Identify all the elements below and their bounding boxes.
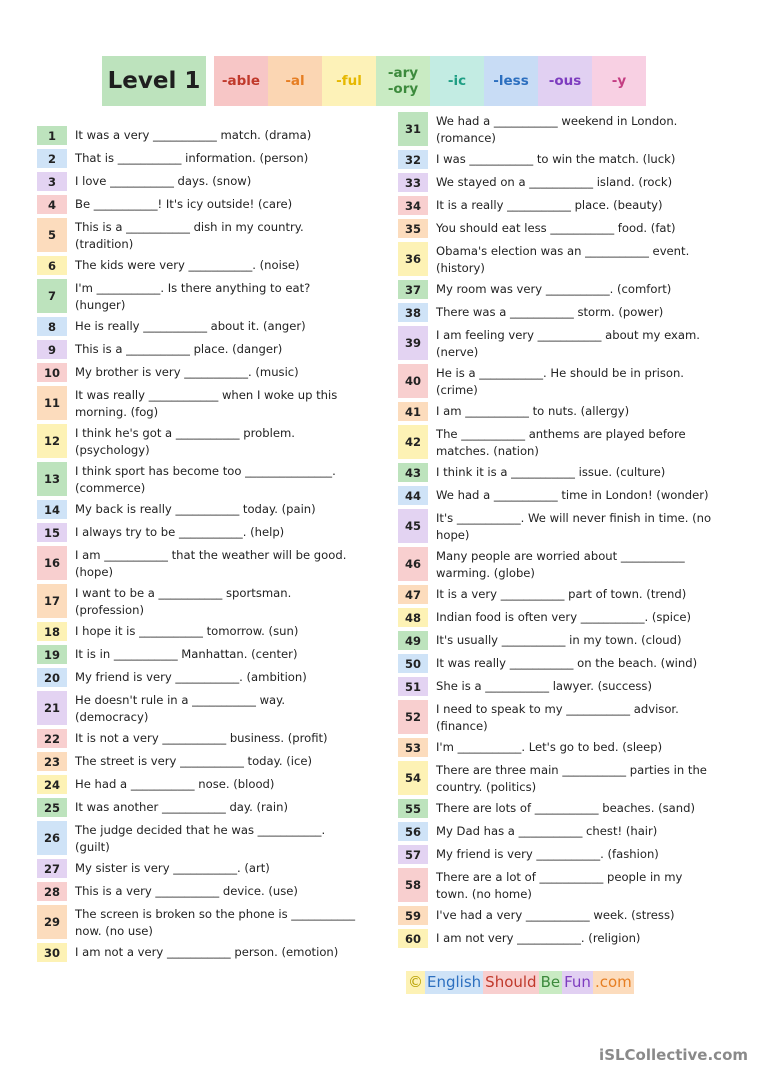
item-sentence: My room was very ___________. (comfort): [436, 282, 672, 296]
item-sentence: I always try to be ___________. (help): [75, 525, 285, 539]
item-sentence: I am feeling very ___________ about my exam. (nerve): [436, 328, 700, 359]
item-sentence: The street is very ___________ today. (ice): [75, 754, 313, 768]
exercise-item: [398, 845, 718, 864]
item-number: 51: [398, 677, 428, 696]
item-sentence: He is a ___________. He should be in prison. (crime): [436, 366, 684, 397]
item-sentence: Obama's election was an ___________ event. (history): [436, 244, 690, 275]
item-number: 30: [37, 943, 67, 962]
item-sentence: There are a lot of ___________ people in my town. (no home): [436, 870, 683, 901]
exercise-item: [398, 608, 718, 627]
item-number: 2: [37, 149, 67, 168]
exercise-item: [37, 195, 357, 214]
item-number: 60: [398, 929, 428, 948]
item-sentence: I think he's got a ___________ problem. (psychology): [75, 426, 295, 457]
item-number: 11: [37, 386, 67, 420]
level-header: [102, 56, 646, 106]
item-number: 5: [37, 218, 67, 252]
item-number: 4: [37, 195, 67, 214]
item-sentence: I need to speak to my ___________ advisor. (finance): [436, 702, 679, 733]
item-number: 31: [398, 112, 428, 146]
exercise-item: [37, 798, 357, 817]
exercise-item: [398, 929, 718, 948]
item-number: 37: [398, 280, 428, 299]
item-number: 42: [398, 425, 428, 459]
item-sentence: There are lots of ___________ beaches. (sand): [436, 801, 695, 815]
exercise-item: [398, 219, 718, 238]
exercise-item: [398, 799, 718, 818]
item-number: 22: [37, 729, 67, 748]
item-number: 19: [37, 645, 67, 664]
item-number: 39: [398, 326, 428, 360]
exercise-item: [398, 196, 718, 215]
item-number: 23: [37, 752, 67, 771]
item-sentence: He is really ___________ about it. (anger): [75, 319, 306, 333]
exercise-item: [37, 126, 357, 145]
exercise-item: [37, 172, 357, 191]
item-sentence: It was a very ___________ match. (drama): [75, 128, 312, 142]
item-sentence: There are three main ___________ parties in the country. (politics): [436, 763, 707, 794]
item-sentence: It was really ____________ when I woke up this morning. (fog): [75, 388, 338, 419]
page-title: Level 1: [102, 56, 206, 106]
item-sentence: My sister is very ___________. (art): [75, 861, 270, 875]
item-sentence: I am not very ___________. (religion): [436, 931, 641, 945]
exercise-item: [37, 821, 357, 855]
exercise-item: [398, 364, 718, 398]
exercise-item: [37, 256, 357, 275]
item-sentence: I've had a very ___________ week. (stress): [436, 908, 675, 922]
exercise-item: [398, 761, 718, 795]
logo-part: Should: [483, 971, 538, 994]
item-number: 41: [398, 402, 428, 421]
exercise-item: [37, 645, 357, 664]
item-number: 14: [37, 500, 67, 519]
item-number: 29: [37, 905, 67, 939]
item-sentence: I am ___________ that the weather will be good. (hope): [75, 548, 347, 579]
item-sentence: My brother is very ___________. (music): [75, 365, 299, 379]
exercise-item: [398, 326, 718, 360]
item-sentence: I'm ___________. Is there anything to eat? (hunger): [75, 281, 311, 312]
item-number: 47: [398, 585, 428, 604]
item-sentence: I think it is a ___________ issue. (culture): [436, 465, 666, 479]
exercise-item: [398, 280, 718, 299]
exercise-item: [37, 859, 357, 878]
item-sentence: I am ___________ to nuts. (allergy): [436, 404, 630, 418]
suffix-chip: -ary -ory: [376, 56, 430, 106]
item-sentence: I'm ___________. Let's go to bed. (sleep): [436, 740, 663, 754]
item-sentence: It was really ___________ on the beach. (wind): [436, 656, 698, 670]
item-sentence: I love ___________ days. (snow): [75, 174, 252, 188]
item-number: 40: [398, 364, 428, 398]
item-number: 10: [37, 363, 67, 382]
item-number: 46: [398, 547, 428, 581]
item-sentence: The kids were very ___________. (noise): [75, 258, 300, 272]
exercise-item: [37, 340, 357, 359]
item-number: 7: [37, 279, 67, 313]
item-number: 45: [398, 509, 428, 543]
item-number: 15: [37, 523, 67, 542]
exercise-item: [398, 509, 718, 543]
exercise-item: [398, 242, 718, 276]
item-sentence: There was a ___________ storm. (power): [436, 305, 664, 319]
suffix-chip: -ic: [430, 56, 484, 106]
logo-part: .com: [593, 971, 634, 994]
exercise-item: [398, 654, 718, 673]
item-number: 6: [37, 256, 67, 275]
item-sentence: We had a ___________ weekend in London. (romance): [436, 114, 678, 145]
exercise-item: [37, 462, 357, 496]
item-sentence: My Dad has a ___________ chest! (hair): [436, 824, 658, 838]
logo-part: Fun: [562, 971, 593, 994]
exercise-item: [398, 585, 718, 604]
item-sentence: That is ___________ information. (person): [75, 151, 309, 165]
item-number: 8: [37, 317, 67, 336]
item-sentence: This is a ___________ dish in my country. (tradition): [75, 220, 304, 251]
item-number: 12: [37, 424, 67, 458]
item-sentence: It's usually ___________ in my town. (cloud): [436, 633, 682, 647]
exercise-item: [37, 729, 357, 748]
item-sentence: I hope it is ___________ tomorrow. (sun): [75, 624, 299, 638]
item-number: 38: [398, 303, 428, 322]
item-sentence: He doesn't rule in a ___________ way. (democracy): [75, 693, 286, 724]
exercise-column-right: [398, 112, 718, 952]
exercise-item: [398, 677, 718, 696]
item-sentence: He had a ___________ nose. (blood): [75, 777, 275, 791]
item-sentence: We had a ___________ time in London! (wonder): [436, 488, 709, 502]
exercise-item: [398, 868, 718, 902]
item-number: 24: [37, 775, 67, 794]
item-sentence: My back is really ___________ today. (pain): [75, 502, 316, 516]
item-number: 57: [398, 845, 428, 864]
exercise-item: [37, 218, 357, 252]
item-number: 28: [37, 882, 67, 901]
item-number: 56: [398, 822, 428, 841]
item-number: 58: [398, 868, 428, 902]
exercise-item: [398, 303, 718, 322]
suffix-chip: -al: [268, 56, 322, 106]
item-sentence: Many people are worried about ___________ warming. (globe): [436, 549, 685, 580]
item-number: 21: [37, 691, 67, 725]
item-number: 33: [398, 173, 428, 192]
item-number: 48: [398, 608, 428, 627]
item-sentence: Indian food is often very ___________. (spice): [436, 610, 692, 624]
item-number: 50: [398, 654, 428, 673]
suffix-list: [214, 56, 646, 106]
item-sentence: The screen is broken so the phone is ___________ now. (no use): [75, 907, 356, 938]
exercise-item: [37, 752, 357, 771]
item-sentence: It was another ___________ day. (rain): [75, 800, 288, 814]
item-sentence: It is in ___________ Manhattan. (center): [75, 647, 298, 661]
item-number: 17: [37, 584, 67, 618]
exercise-item: [37, 622, 357, 641]
exercise-item: [37, 363, 357, 382]
item-number: 34: [398, 196, 428, 215]
exercise-item: [37, 584, 357, 618]
item-sentence: You should eat less ___________ food. (fat): [436, 221, 676, 235]
exercise-item: [398, 906, 718, 925]
exercise-item: [398, 425, 718, 459]
item-number: 59: [398, 906, 428, 925]
exercise-item: [398, 112, 718, 146]
item-number: 9: [37, 340, 67, 359]
item-number: 49: [398, 631, 428, 650]
exercise-item: [37, 691, 357, 725]
logo-part: Be: [539, 971, 563, 994]
exercise-item: [37, 386, 357, 420]
item-sentence: My friend is very ___________. (ambition): [75, 670, 307, 684]
item-sentence: This is a very ___________ device. (use): [75, 884, 298, 898]
exercise-item: [37, 905, 357, 939]
item-number: 53: [398, 738, 428, 757]
suffix-chip: -ful: [322, 56, 376, 106]
exercise-item: [398, 402, 718, 421]
exercise-item: [37, 882, 357, 901]
item-number: 32: [398, 150, 428, 169]
suffix-chip: -less: [484, 56, 538, 106]
exercise-item: [37, 943, 357, 962]
exercise-item: [398, 822, 718, 841]
item-number: 25: [37, 798, 67, 817]
exercise-item: [37, 523, 357, 542]
item-sentence: It is a very ___________ part of town. (trend): [436, 587, 687, 601]
item-sentence: My friend is very ___________. (fashion): [436, 847, 659, 861]
exercise-item: [37, 668, 357, 687]
exercise-item: [37, 775, 357, 794]
exercise-item: [398, 631, 718, 650]
item-sentence: It is not a very ___________ business. (profit): [75, 731, 328, 745]
logo-part: English: [425, 971, 483, 994]
item-number: 43: [398, 463, 428, 482]
item-sentence: I think sport has become too _______________. (commerce): [75, 464, 336, 495]
item-number: 27: [37, 859, 67, 878]
item-sentence: I am not a very ___________ person. (emotion): [75, 945, 339, 959]
item-number: 20: [37, 668, 67, 687]
item-number: 16: [37, 546, 67, 580]
exercise-item: [37, 546, 357, 580]
item-number: 55: [398, 799, 428, 818]
item-number: 35: [398, 219, 428, 238]
exercise-item: [37, 500, 357, 519]
item-number: 13: [37, 462, 67, 496]
item-sentence: It is a really ___________ place. (beauty): [436, 198, 663, 212]
item-sentence: I was ___________ to win the match. (luck): [436, 152, 676, 166]
exercise-item: [398, 463, 718, 482]
item-sentence: The judge decided that he was ___________. (guilt): [75, 823, 326, 854]
item-sentence: I want to be a ___________ sportsman. (profession): [75, 586, 292, 617]
item-sentence: The ___________ anthems are played before matches. (nation): [436, 427, 686, 458]
item-number: 54: [398, 761, 428, 795]
exercise-item: [37, 317, 357, 336]
item-sentence: Be ___________! It's icy outside! (care): [75, 197, 293, 211]
item-number: 1: [37, 126, 67, 145]
item-number: 26: [37, 821, 67, 855]
exercise-item: [398, 700, 718, 734]
exercise-item: [37, 424, 357, 458]
item-sentence: We stayed on a ___________ island. (rock): [436, 175, 673, 189]
item-number: 44: [398, 486, 428, 505]
item-sentence: She is a ___________ lawyer. (success): [436, 679, 652, 693]
suffix-chip: -able: [214, 56, 268, 106]
exercise-item: [398, 150, 718, 169]
exercise-item: [398, 173, 718, 192]
item-sentence: It's ___________. We will never finish in time. (no hope): [436, 511, 712, 542]
item-sentence: This is a ___________ place. (danger): [75, 342, 283, 356]
exercise-item: [398, 738, 718, 757]
exercise-item: [37, 279, 357, 313]
exercise-column-left: [37, 126, 357, 966]
logo-part: ©: [406, 971, 425, 994]
item-number: 36: [398, 242, 428, 276]
item-number: 18: [37, 622, 67, 641]
item-number: 52: [398, 700, 428, 734]
exercise-item: [398, 547, 718, 581]
suffix-chip: -ous: [538, 56, 592, 106]
suffix-chip: -y: [592, 56, 646, 106]
exercise-item: [398, 486, 718, 505]
watermark: iSLCollective.com: [599, 1046, 748, 1064]
site-logo: [406, 971, 634, 994]
exercise-item: [37, 149, 357, 168]
item-number: 3: [37, 172, 67, 191]
